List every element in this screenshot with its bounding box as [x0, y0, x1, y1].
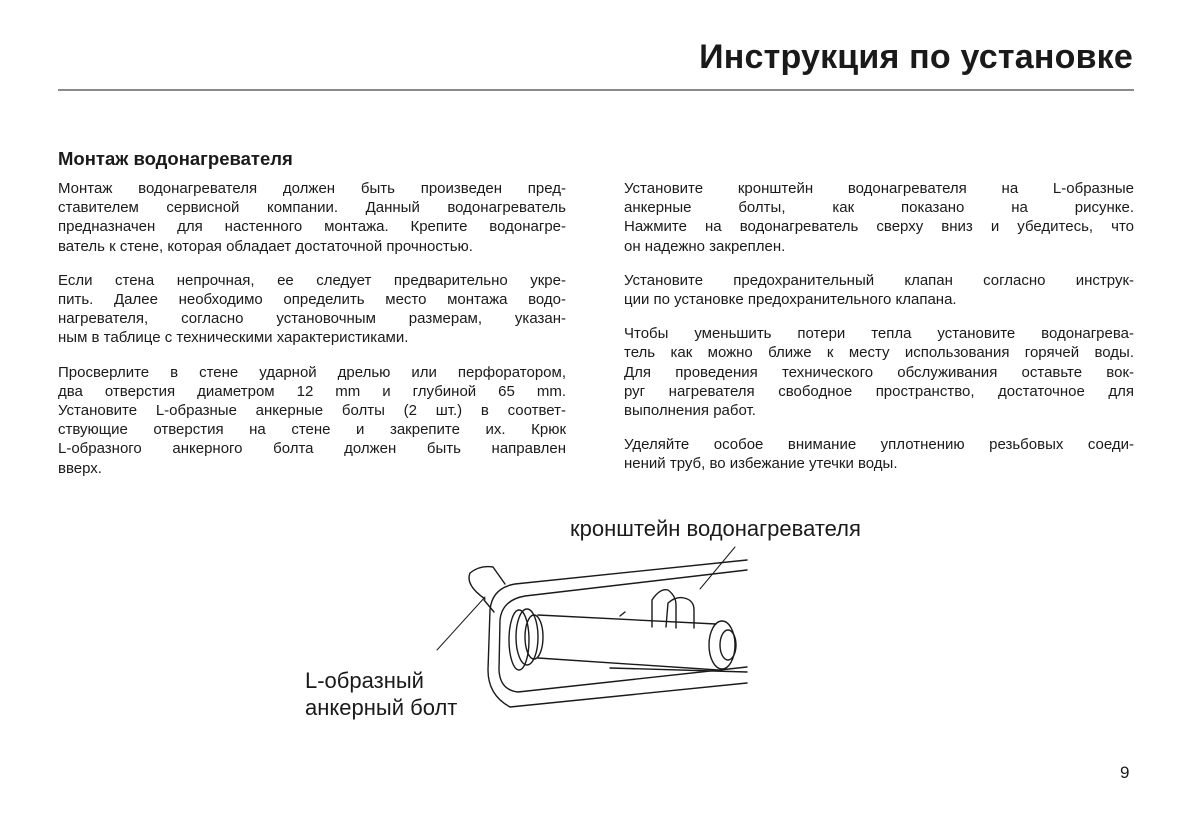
- text-line: тель как можно ближе к месту использования горячей воды.: [624, 344, 1134, 362]
- text-line: Просверлите в стене ударной дрелью или перфоратором,: [58, 363, 566, 381]
- text-line: ставителем сервисной компании. Данный водонагреватель: [58, 199, 566, 217]
- bolt-label-line2: анкерный болт: [305, 695, 458, 720]
- text-line: вверх.: [58, 459, 102, 477]
- text-line: выполнения работ.: [624, 402, 756, 420]
- text-line: ватель к стене, которая обладает достаточной прочностью.: [58, 237, 473, 255]
- text-line: Установите кронштейн водонагревателя на L-образные: [624, 180, 1134, 197]
- text-line: Монтаж водонагревателя должен быть произведен пред-: [58, 180, 566, 197]
- text-line: Установите L-образные анкерные болты (2 шт.) в соответ-: [58, 402, 566, 420]
- text-line: Установите предохранительный клапан согласно инструк-: [624, 271, 1134, 289]
- text-line: Если стена непрочная, ее следует предварительно укре-: [58, 271, 566, 289]
- text-line: ции по установке предохранительного клапана.: [624, 291, 957, 309]
- bracket-label: кронштейн водонагревателя: [570, 516, 861, 541]
- text-line: L-образного анкерного болта должен быть направлен: [58, 440, 566, 458]
- section-heading: Монтаж водонагревателя: [58, 148, 293, 169]
- text-line: ным в таблице с техническими характеристиками.: [58, 329, 409, 347]
- text-line: нагревателя, согласно установочным размерам, указан-: [58, 310, 566, 328]
- bolt-label-line1: L-образный: [305, 668, 424, 693]
- text-line: два отверстия диаметром 12 mm и глубиной 65 mm.: [58, 382, 566, 400]
- text-line: Нажмите на водонагреватель сверху вниз и убедитесь, что: [624, 218, 1134, 236]
- text-line: он надежно закреплен.: [624, 237, 786, 255]
- text-line: Для проведения технического обслуживания оставьте вок-: [624, 363, 1134, 381]
- leader-lines: [437, 547, 735, 650]
- text-line: руг нагревателя свободное пространство, достаточное для: [624, 382, 1134, 400]
- text-line: ствующие отверстия на стене и закрепите их. Крюк: [58, 421, 566, 439]
- text-line: нений труб, во избежание утечки воды.: [624, 455, 898, 473]
- text-line: предназначен для настенного монтажа. Крепите водонагре-: [58, 218, 566, 236]
- page-title: Инструкция по установке: [699, 38, 1133, 76]
- page-number: 9: [1120, 763, 1130, 782]
- text-line: Чтобы уменьшить потери тепла установите водонагрева-: [624, 325, 1134, 343]
- text-line: анкерные болты, как показано на рисунке.: [624, 199, 1134, 217]
- text-line: Уделяйте особое внимание уплотнению резьбовых соеди-: [624, 436, 1134, 454]
- text-line: пить. Далее необходимо определить место монтажа водо-: [58, 291, 566, 309]
